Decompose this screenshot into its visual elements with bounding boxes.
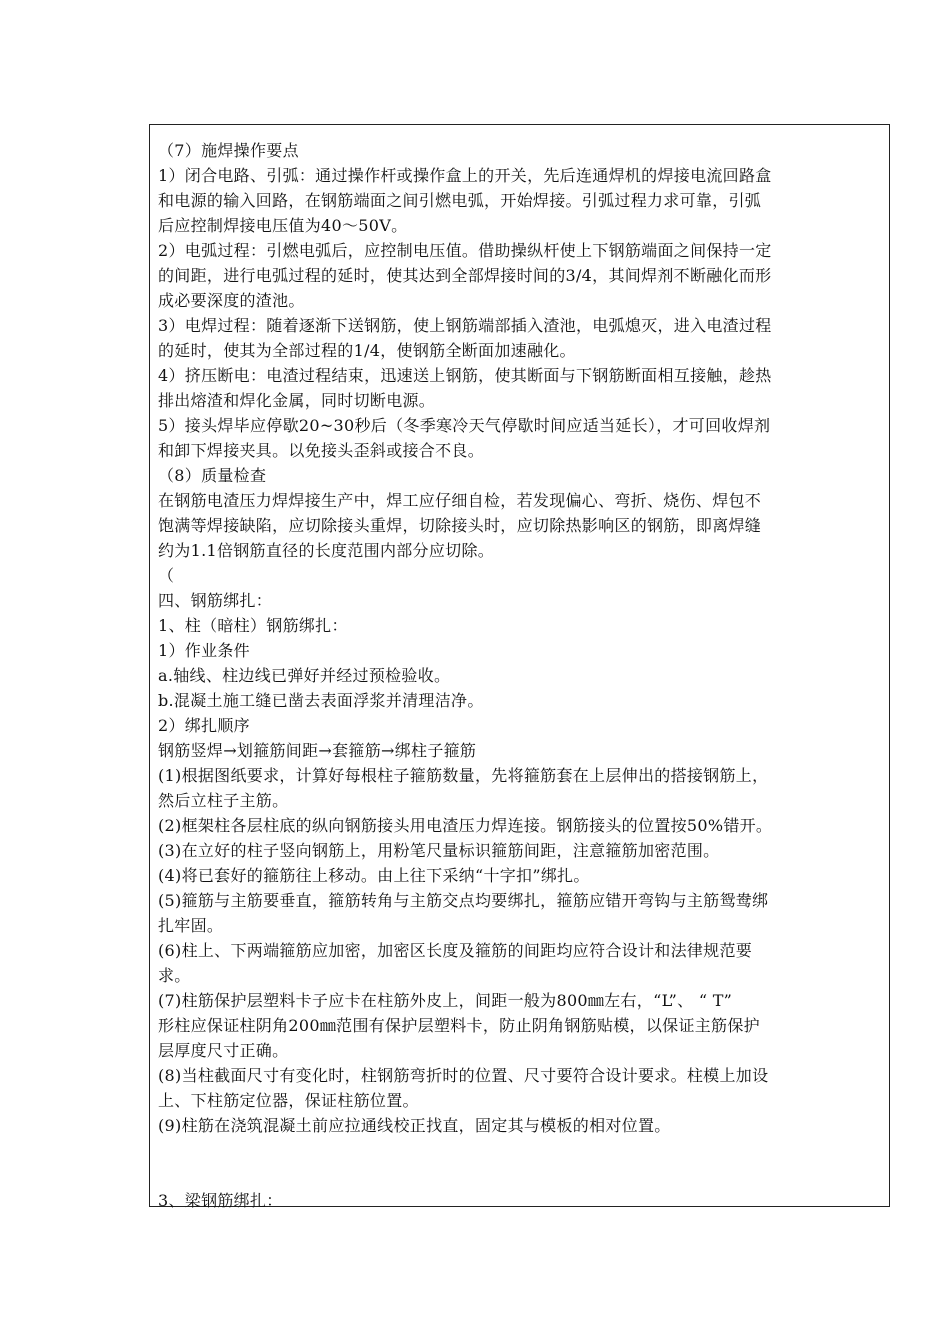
text-line: 后应控制焊接电压值为40～50V。 [158,216,408,235]
text-line: (8)当柱截面尺寸有变化时，柱钢筋弯折时的位置、尺寸要符合设计要求。柱模上加设 [158,1066,769,1085]
text-line: (3)在立好的柱子竖向钢筋上，用粉笔尺量标识箍筋间距，注意箍筋加密范围。 [158,841,720,860]
text-line: 四、钢筋绑扎： [158,591,273,610]
text-line: 的间距，进行电弧过程的延时，使其达到全部焊接时间的3/4，其间焊剂不断融化而形 [158,266,772,285]
text-line: 饱满等焊接缺陷，应切除接头重焊，切除接头时，应切除热影响区的钢筋，即离焊缝 [158,516,762,535]
text-line: 层厚度尺寸正确。 [158,1041,289,1060]
text-line: 1）作业条件 [158,641,250,660]
text-line: (2)框架柱各层柱底的纵向钢筋接头用电渣压力焊连接。钢筋接头的位置按50%错开。 [158,816,773,835]
text-line: 排出熔渣和焊化金属，同时切断电源。 [158,391,436,410]
text-line: a.轴线、柱边线已弹好并经过预检验收。 [158,666,451,685]
blank-space [158,1138,880,1188]
text-line: 求。 [158,966,191,985]
text-line: (5)箍筋与主筋要垂直，箍筋转角与主筋交点均要绑扎，箍筋应错开弯钩与主筋鸳鸯绑 [158,891,769,910]
text-line: 4）挤压断电：电渣过程结束，迅速送上钢筋，使其断面与下钢筋断面相互接触，趁热 [158,366,772,385]
text-line: 钢筋竖焊→划箍筋间距→套箍筋→绑柱子箍筋 [158,741,477,760]
text-line: (4)将已套好的箍筋往上移动。由上往下采纳“十字扣”绑扎。 [158,866,590,885]
text-line: 1）闭合电路、引弧：通过操作杆或操作盒上的开关，先后连通焊机的焊接电流回路盒 [158,166,772,185]
text-line: (7)柱筋保护层塑料卡子应卡在柱筋外皮上，间距一般为800㎜左右，“L”、 “ T” [158,991,733,1010]
text-line: 2）绑扎顺序 [158,716,250,735]
section-heading: 3、梁钢筋绑扎： [158,1191,283,1210]
document-frame [149,124,890,1210]
text-line: (1)根据图纸要求，计算好每根柱子箍筋数量，先将箍筋套在上层伸出的搭接钢筋上， [158,766,769,785]
text-line: 3）电焊过程：随着逐渐下送钢筋，使上钢筋端部插入渣池，电弧熄灭，进入电渣过程 [158,316,772,335]
text-line: （8）质量检查 [158,466,267,485]
text-line: 约为1.1倍钢筋直径的长度范围内部分应切除。 [158,541,495,560]
text-line: 2）电弧过程：引燃电弧后，应控制电压值。借助操纵杆使上下钢筋端面之间保持一定 [158,241,772,260]
text-line: 成必要深度的渣池。 [158,291,305,310]
document-body [158,138,880,1213]
text-line: 在钢筋电渣压力焊焊接生产中，焊工应仔细自检，若发现偏心、弯折、烧伤、焊包不 [158,491,762,510]
text-line: 然后立柱子主筋。 [158,791,289,810]
text-line: 上、下柱筋定位器，保证柱筋位置。 [158,1091,419,1110]
text-line: 1、柱（暗柱）钢筋绑扎： [158,616,348,635]
text-line: 和电源的输入回路，在钢筋端面之间引燃电弧，开始焊接。引弧过程力求可靠，引弧 [158,191,762,210]
text-line: 和卸下焊接夹具。以免接头歪斜或接合不良。 [158,441,485,460]
text-line: (6)柱上、下两端箍筋应加密，加密区长度及箍筋的间距均应符合设计和法律规范要 [158,941,753,960]
text-line: (9)柱筋在浇筑混凝土前应拉通线校正找直，固定其与模板的相对位置。 [158,1116,671,1135]
text-line: 扎牢固。 [158,916,224,935]
text-line: （ [158,566,175,585]
text-line: 5）接头焊毕应停歇20~30秒后（冬季寒冷天气停歇时间应适当延长），才可回收焊剂 [158,416,771,435]
text-line: 形柱应保证柱阴角200㎜范围有保护层塑料卡，防止阴角钢筋贴模，以保证主筋保护 [158,1016,760,1035]
text-line: 的延时，使其为全部过程的1/4，使钢筋全断面加速融化。 [158,341,576,360]
text-line: b.混凝土施工缝已凿去表面浮浆并清理洁净。 [158,691,484,710]
text-line: （7）施焊操作要点 [158,141,299,160]
